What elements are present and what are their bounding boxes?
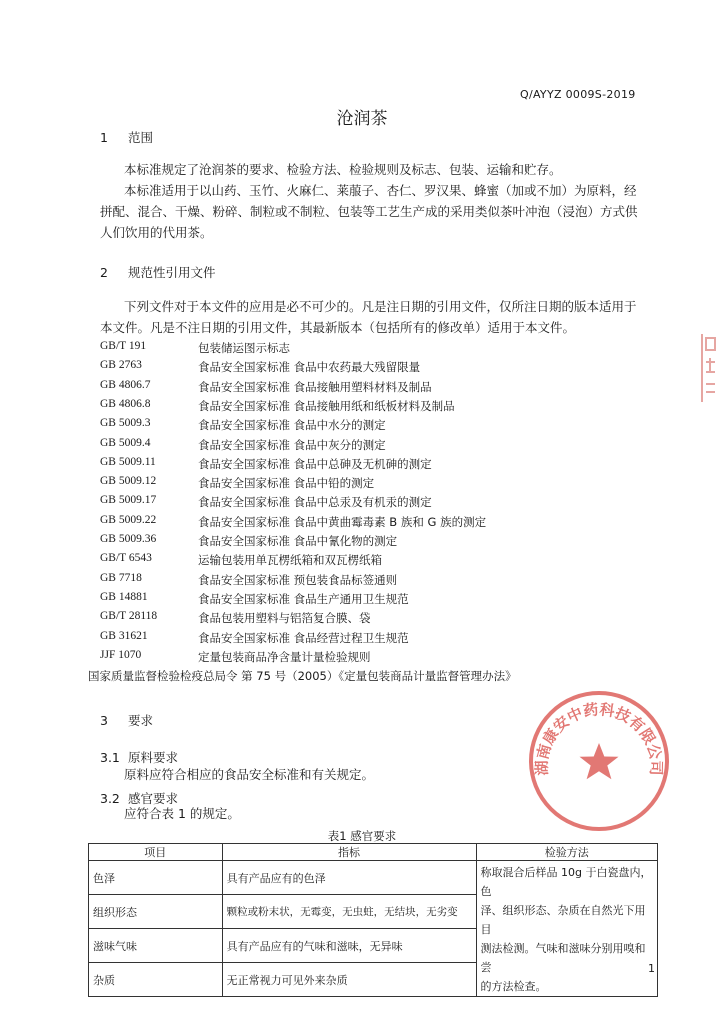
table-cell-indicator: 具有产品应有的气味和滋味，无异味: [222, 929, 476, 963]
table-cell-indicator: 无正常视力可见外来杂质: [222, 963, 476, 997]
reference-code: GB 5009.22: [100, 513, 157, 526]
reference-title: 食品安全国家标准 食品接触用塑料材料及制品: [198, 379, 432, 394]
subsection-title: 感官要求: [128, 791, 179, 806]
page-number: 1: [648, 962, 655, 975]
reference-code: GB 7718: [100, 571, 142, 584]
table-caption: 表1 感官要求: [327, 829, 397, 843]
reference-title: 定量包装商品净含量计量检验规则: [198, 649, 371, 664]
reference-code: GB 5009.36: [100, 533, 157, 545]
method-line: 测法检测。气味和滋味分别用嗅和尝: [480, 942, 646, 974]
reference-title: 食品包装用塑料与铝箔复合膜、袋: [198, 611, 371, 626]
reference-code: JJF 1070: [100, 648, 142, 661]
subsection-number: 3.1: [100, 750, 120, 765]
reference-code: GB 2763: [100, 359, 142, 372]
reference-title: 运输包装用单瓦楞纸箱和双瓦楞纸箱: [198, 553, 382, 568]
table-cell-item: 组织形态: [89, 895, 223, 929]
table-cell-indicator: 颗粒或粉末状，无霉变，无虫蛀，无结块，无劣变: [222, 895, 476, 929]
method-line: 的方法检查。: [480, 980, 547, 993]
section-1-paragraph-1: 本标准规定了沧润茶的要求、检验方法、检验规则及标志、包装、运输和贮存。: [124, 162, 562, 177]
section-number: 1: [100, 130, 108, 145]
section-1-paragraph-2-line: 人们饮用的代用茶。: [100, 225, 213, 240]
reference-title: 食品安全国家标准 食品中氰化物的测定: [198, 534, 398, 548]
table-header-cell: 检验方法: [476, 844, 657, 861]
reference-title: 食品安全国家标准 食品生产通用卫生规范: [198, 591, 409, 606]
section-2-intro-line: 下列文件对于本文件的应用是必不可少的。凡是注日期的引用文件，仅所注日期的版本适用于: [124, 299, 637, 314]
section-1-heading: [100, 128, 153, 146]
section-number: 2: [100, 265, 108, 280]
seal-star-icon: [580, 743, 619, 779]
section-title: 要求: [128, 713, 154, 728]
reference-title: 食品安全国家标准 预包装食品标签通则: [198, 572, 398, 587]
reference-title: 食品安全国家标准 食品中农药最大残留限量: [198, 360, 421, 375]
seal-lettering: 湖南康安中药科技有限公司: [532, 700, 666, 776]
reference-code: GB 5009.3: [100, 417, 151, 430]
section-2-heading: [100, 263, 216, 281]
section-2-intro-line: 本文件。凡是不注日期的引用文件，其最新版本（包括所有的修改单）适用于本文件。: [100, 320, 576, 335]
reference-code: GB/T 6543: [100, 552, 152, 565]
method-line: 称取混合后样品 10g 于白瓷盘内，色: [480, 866, 652, 898]
table-cell-indicator: 具有产品应有的色泽: [222, 861, 476, 895]
section-title: 规范性引用文件: [128, 265, 216, 280]
reference-title: 食品安全国家标准 食品中灰分的测定: [198, 437, 386, 452]
table-cell-item: 滋味气味: [89, 929, 223, 963]
reference-code: GB 14881: [100, 590, 148, 603]
reference-title: 食品安全国家标准 食品中水分的测定: [198, 418, 386, 433]
reference-code: GB 5009.17: [100, 494, 157, 507]
edge-seal-fragment: [700, 328, 718, 406]
reference-order-line: 国家质量监督检验检疫总局令 第 75 号（2005）《定量包装商品计量监督管理办法》: [88, 669, 517, 683]
sensory-requirements-table: [88, 843, 658, 997]
reference-code: GB 31621: [100, 629, 148, 642]
table-row: [89, 861, 658, 895]
section-1-paragraph-2-line: 拼配、混合、干燥、粉碎、制粒或不制粒、包装等工艺生产成的采用类似茶叶冲泡（浸泡）方式供: [100, 204, 638, 219]
reference-title: 食品安全国家标准 食品接触用纸和纸板材料及制品: [198, 398, 455, 413]
reference-code: GB/T 28118: [100, 610, 158, 623]
reference-title: 食品安全国家标准 食品中黄曲霉毒素 B 族和 G 族的测定: [198, 514, 487, 529]
reference-code: GB/T 191: [100, 340, 147, 352]
reference-list: [100, 340, 660, 680]
table-header-cell: 指标: [222, 844, 476, 861]
table-cell-item: 杂质: [89, 963, 223, 997]
table-header-row: [89, 844, 658, 861]
table-cell-method: [476, 861, 657, 997]
subsection-3-2-text: 应符合表 1 的规定。: [124, 806, 240, 821]
subsection-number: 3.2: [100, 791, 120, 806]
reference-code: GB 5009.12: [100, 475, 157, 488]
subsection-3-1-text: 原料应符合相应的食品安全标准和有关规定。: [124, 767, 375, 782]
reference-title: 食品安全国家标准 食品中总汞及有机汞的测定: [198, 495, 432, 510]
reference-code: GB 5009.11: [100, 455, 156, 468]
reference-title: 食品安全国家标准 食品中总砷及无机砷的测定: [198, 456, 432, 471]
method-line: 泽、组织形态、杂质在自然光下用目: [480, 904, 646, 936]
table-header-cell: 项目: [89, 844, 223, 861]
document-title: 沧润茶: [336, 109, 388, 129]
reference-code: GB 4806.8: [100, 397, 151, 410]
section-number: 3: [100, 713, 108, 728]
company-seal-stamp: [524, 686, 674, 836]
section-title: 范围: [128, 130, 154, 145]
subsection-title: 原料要求: [128, 750, 179, 765]
reference-code: GB 5009.4: [100, 436, 151, 449]
table-cell-item: 色泽: [89, 861, 223, 895]
section-1-paragraph-2-line: 本标准适用于以山药、玉竹、火麻仁、莱菔子、杏仁、罗汉果、蜂蜜（加或不加）为原料，经: [124, 183, 637, 198]
standard-code: Q/AYYZ 0009S-2019: [520, 88, 636, 101]
reference-title: 食品安全国家标准 食品经营过程卫生规范: [198, 630, 409, 645]
section-3-heading: [100, 711, 153, 729]
reference-title: 食品安全国家标准 食品中铅的测定: [198, 476, 375, 491]
reference-code: GB 4806.7: [100, 378, 151, 391]
reference-title: 包装储运图示标志: [198, 341, 290, 355]
